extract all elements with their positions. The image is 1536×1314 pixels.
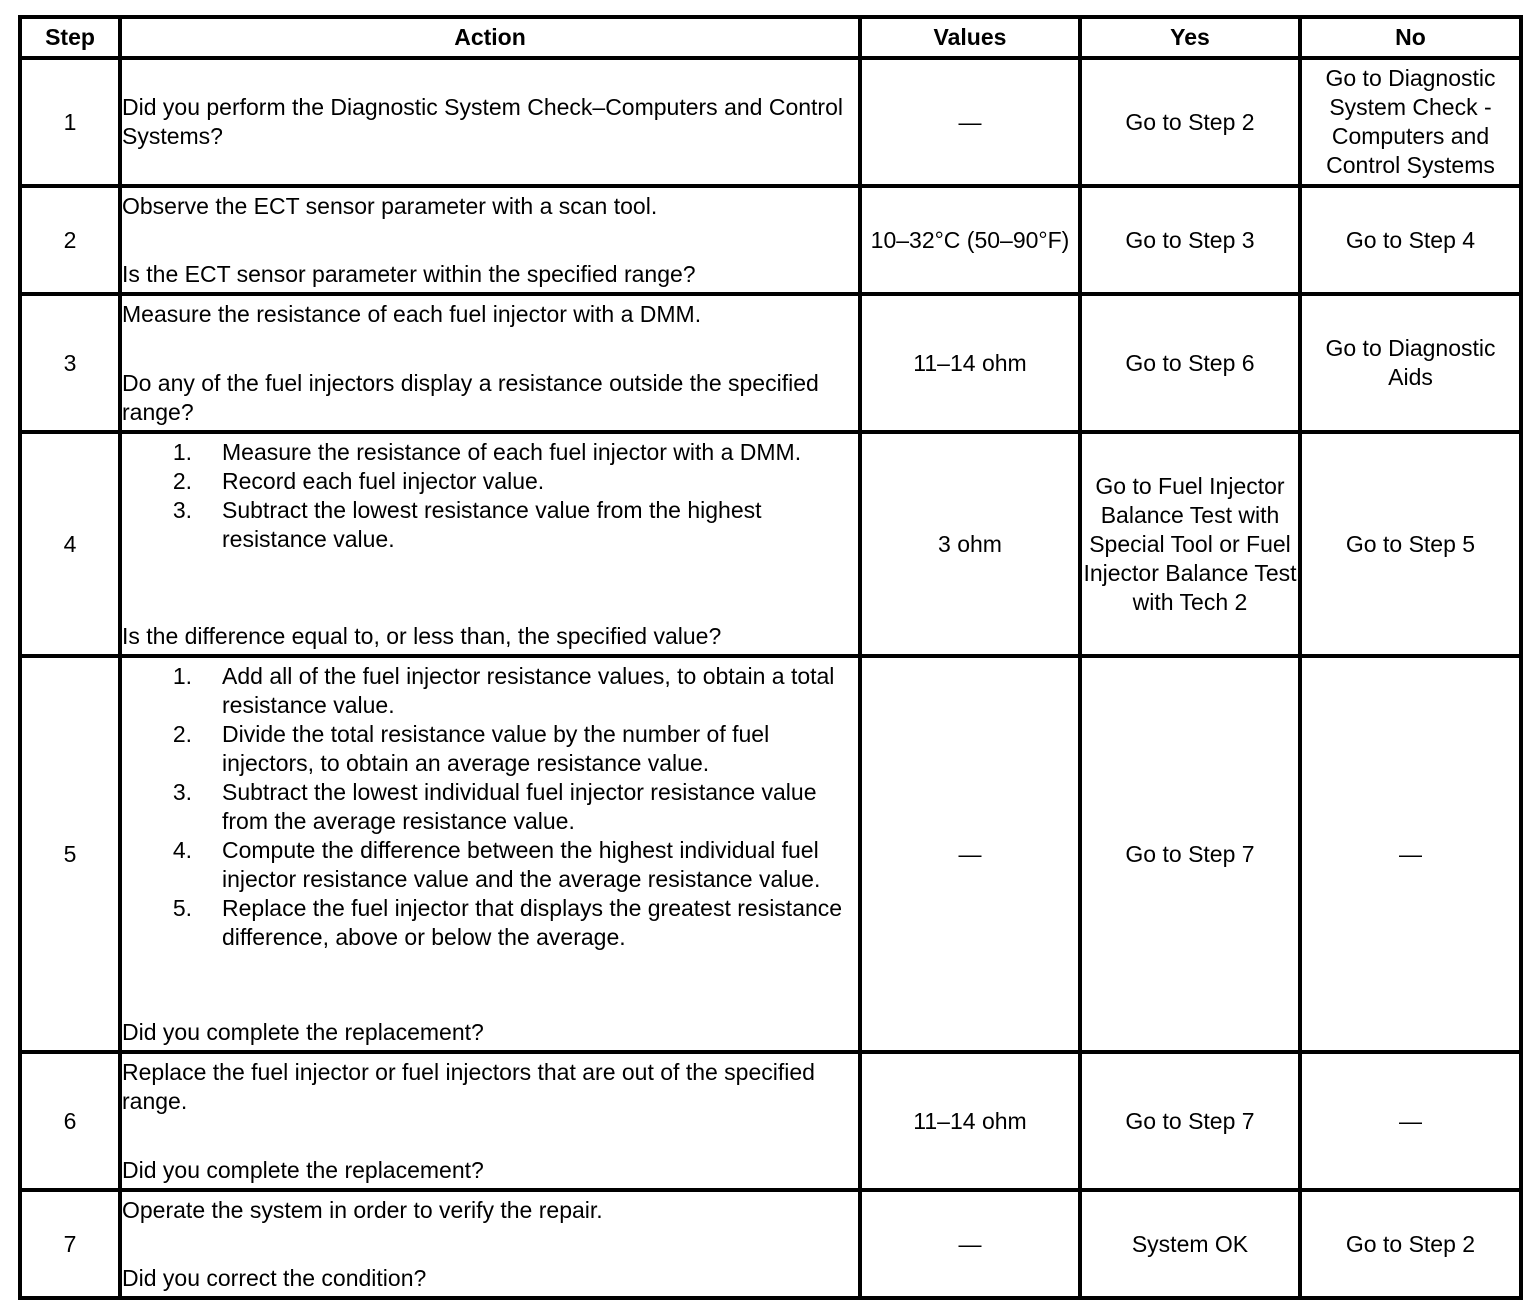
- action-cell: [120, 1190, 860, 1298]
- list-item-number: 2.: [172, 720, 192, 747]
- action-cell: [120, 186, 860, 294]
- list-item-text: Divide the total resistance value by the number of fuel injectors, to obtain an average resistance value.: [222, 720, 770, 776]
- step-number: 3: [20, 294, 120, 432]
- action-cell: [120, 58, 860, 186]
- header-action: Action: [120, 17, 860, 58]
- step-number: 1: [20, 58, 120, 186]
- table-row: [20, 294, 1521, 432]
- list-item: [122, 836, 858, 894]
- action-text: Did you perform the Diagnostic System Check–Computers and Control Systems?: [122, 94, 843, 149]
- list-item: [122, 778, 858, 836]
- step-number: 7: [20, 1190, 120, 1298]
- action-question: Did you complete the replacement?: [122, 1018, 484, 1045]
- action-step-list: [122, 662, 858, 952]
- list-item-text: Subtract the lowest resistance value from the highest resistance value.: [222, 496, 762, 552]
- list-item: [122, 894, 858, 952]
- yes-cell: System OK: [1080, 1190, 1300, 1298]
- no-cell: Go to Diagnostic System Check - Computers and Control Systems: [1300, 58, 1521, 186]
- yes-cell: Go to Fuel Injector Balance Test with Special Tool or Fuel Injector Balance Test with Tech 2: [1080, 432, 1300, 656]
- list-item-text: Compute the difference between the highest individual fuel injector resistance value and the average resistance value.: [222, 836, 821, 892]
- list-item: [122, 662, 858, 720]
- value-cell: —: [860, 58, 1080, 186]
- yes-cell: Go to Step 3: [1080, 186, 1300, 294]
- diagnostic-table: [18, 15, 1523, 1300]
- no-cell: Go to Step 2: [1300, 1190, 1521, 1298]
- value-cell: 3 ohm: [860, 432, 1080, 656]
- header-yes: Yes: [1080, 17, 1300, 58]
- list-item-text: Replace the fuel injector that displays the greatest resistance difference, above or below the average.: [222, 894, 843, 950]
- yes-cell: Go to Step 7: [1080, 1052, 1300, 1190]
- table-row: [20, 656, 1521, 1052]
- no-cell: Go to Step 4: [1300, 186, 1521, 294]
- list-item: [122, 467, 858, 496]
- value-cell: —: [860, 1190, 1080, 1298]
- value-cell: 11–14 ohm: [860, 294, 1080, 432]
- list-item-number: 3.: [172, 496, 192, 523]
- list-item: [122, 720, 858, 778]
- list-item-number: 1.: [172, 662, 192, 689]
- value-cell: 11–14 ohm: [860, 1052, 1080, 1190]
- no-cell: —: [1300, 1052, 1521, 1190]
- list-item-number: 3.: [172, 778, 192, 805]
- table-row: [20, 1190, 1521, 1298]
- action-cell: [120, 432, 860, 656]
- header-step: Step: [20, 17, 120, 58]
- action-question: Do any of the fuel injectors display a resistance outside the specified range?: [122, 369, 819, 425]
- value-cell: —: [860, 656, 1080, 1052]
- header-row: [20, 17, 1521, 58]
- list-item-number: 2.: [172, 467, 192, 494]
- list-item: [122, 496, 858, 554]
- list-item: [122, 438, 858, 467]
- header-values: Values: [860, 17, 1080, 58]
- list-item-text: Subtract the lowest individual fuel injector resistance value from the average resistance value.: [222, 778, 817, 834]
- action-question: Is the difference equal to, or less than, the specified value?: [122, 622, 722, 649]
- value-cell: 10–32°C (50–90°F): [860, 186, 1080, 294]
- no-cell: —: [1300, 656, 1521, 1052]
- action-text: Replace the fuel injector or fuel injectors that are out of the specified range.: [122, 1058, 815, 1114]
- header-no: No: [1300, 17, 1521, 58]
- action-text: Observe the ECT sensor parameter with a scan tool.: [122, 192, 658, 219]
- list-item-number: 5.: [172, 894, 192, 921]
- no-cell: Go to Step 5: [1300, 432, 1521, 656]
- step-number: 6: [20, 1052, 120, 1190]
- step-number: 2: [20, 186, 120, 294]
- table-row: [20, 432, 1521, 656]
- action-step-list: [122, 438, 858, 554]
- action-question: Did you complete the replacement?: [122, 1156, 484, 1183]
- yes-cell: Go to Step 6: [1080, 294, 1300, 432]
- action-text: Operate the system in order to verify the repair.: [122, 1196, 603, 1223]
- table-row: [20, 58, 1521, 186]
- list-item-text: Add all of the fuel injector resistance values, to obtain a total resistance value.: [222, 662, 835, 718]
- no-cell: Go to Diagnostic Aids: [1300, 294, 1521, 432]
- action-question: Is the ECT sensor parameter within the specified range?: [122, 260, 696, 287]
- list-item-number: 1.: [172, 438, 192, 465]
- yes-cell: Go to Step 2: [1080, 58, 1300, 186]
- list-item-text: Record each fuel injector value.: [222, 467, 545, 494]
- action-question: Did you correct the condition?: [122, 1264, 427, 1291]
- table-row: [20, 186, 1521, 294]
- step-number: 5: [20, 656, 120, 1052]
- yes-cell: Go to Step 7: [1080, 656, 1300, 1052]
- action-cell: [120, 294, 860, 432]
- action-cell: [120, 656, 860, 1052]
- step-number: 4: [20, 432, 120, 656]
- list-item-text: Measure the resistance of each fuel injector with a DMM.: [222, 438, 802, 465]
- list-item-number: 4.: [172, 836, 192, 863]
- action-text: Measure the resistance of each fuel injector with a DMM.: [122, 300, 702, 327]
- table-row: [20, 1052, 1521, 1190]
- action-cell: [120, 1052, 860, 1190]
